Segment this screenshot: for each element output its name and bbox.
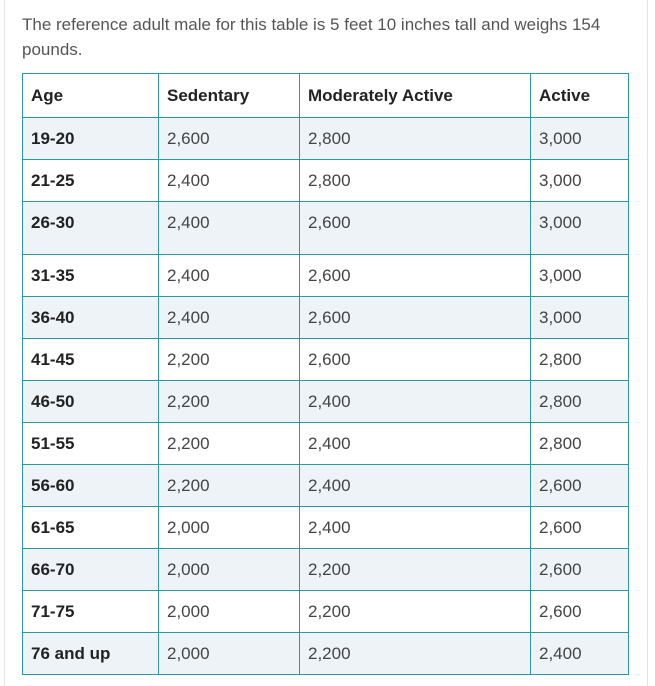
moderate-cell: 2,200 [300,549,531,591]
age-cell: 71-75 [23,591,159,633]
table-row [23,297,629,339]
moderate-cell: 2,400 [300,507,531,549]
active-cell: 3,000 [531,160,629,202]
sedentary-cell: 2,200 [159,381,300,423]
header-sedentary: Sedentary [159,74,300,118]
age-cell: 56-60 [23,465,159,507]
moderate-cell: 2,800 [300,118,531,160]
active-cell: 2,600 [531,507,629,549]
moderate-cell: 2,400 [300,381,531,423]
sedentary-cell: 2,200 [159,423,300,465]
active-cell: 3,000 [531,255,629,297]
table-row [23,202,629,255]
sedentary-cell: 2,200 [159,339,300,381]
active-cell: 2,600 [531,591,629,633]
sedentary-cell: 2,000 [159,633,300,675]
active-cell: 3,000 [531,202,629,255]
active-cell: 3,000 [531,118,629,160]
moderate-cell: 2,600 [300,202,531,255]
table-header-row [23,74,629,118]
age-cell: 26-30 [23,202,159,255]
header-moderately-active: Moderately Active [300,74,531,118]
moderate-cell: 2,600 [300,339,531,381]
sedentary-cell: 2,000 [159,549,300,591]
table-row [23,465,629,507]
moderate-cell: 2,200 [300,633,531,675]
table-row [23,381,629,423]
sedentary-cell: 2,000 [159,591,300,633]
age-cell: 31-35 [23,255,159,297]
age-cell: 46-50 [23,381,159,423]
age-cell: 36-40 [23,297,159,339]
active-cell: 2,800 [531,339,629,381]
age-cell: 61-65 [23,507,159,549]
table-row [23,507,629,549]
age-cell: 41-45 [23,339,159,381]
intro-paragraph: The reference adult male for this table is 5 feet 10 inches tall and weighs 154 pounds. [22,15,601,59]
moderate-cell: 2,600 [300,297,531,339]
table-row [23,339,629,381]
sedentary-cell: 2,400 [159,160,300,202]
moderate-cell: 2,200 [300,591,531,633]
table-row [23,118,629,160]
age-cell: 76 and up [23,633,159,675]
age-cell: 21-25 [23,160,159,202]
table-row [23,255,629,297]
table-row [23,633,629,675]
active-cell: 2,400 [531,633,629,675]
moderate-cell: 2,400 [300,423,531,465]
active-cell: 2,600 [531,549,629,591]
sedentary-cell: 2,200 [159,465,300,507]
active-cell: 3,000 [531,297,629,339]
calorie-table [22,73,629,675]
table-row [23,160,629,202]
sedentary-cell: 2,600 [159,118,300,160]
header-age: Age [23,74,159,118]
active-cell: 2,800 [531,381,629,423]
table-row [23,591,629,633]
active-cell: 2,800 [531,423,629,465]
table-row [23,549,629,591]
calorie-table-container [22,73,629,675]
moderate-cell: 2,600 [300,255,531,297]
moderate-cell: 2,400 [300,465,531,507]
sedentary-cell: 2,400 [159,202,300,255]
header-active: Active [531,74,629,118]
sedentary-cell: 2,000 [159,507,300,549]
age-cell: 19-20 [23,118,159,160]
age-cell: 66-70 [23,549,159,591]
sedentary-cell: 2,400 [159,255,300,297]
sedentary-cell: 2,400 [159,297,300,339]
moderate-cell: 2,800 [300,160,531,202]
age-cell: 51-55 [23,423,159,465]
table-row [23,423,629,465]
active-cell: 2,600 [531,465,629,507]
